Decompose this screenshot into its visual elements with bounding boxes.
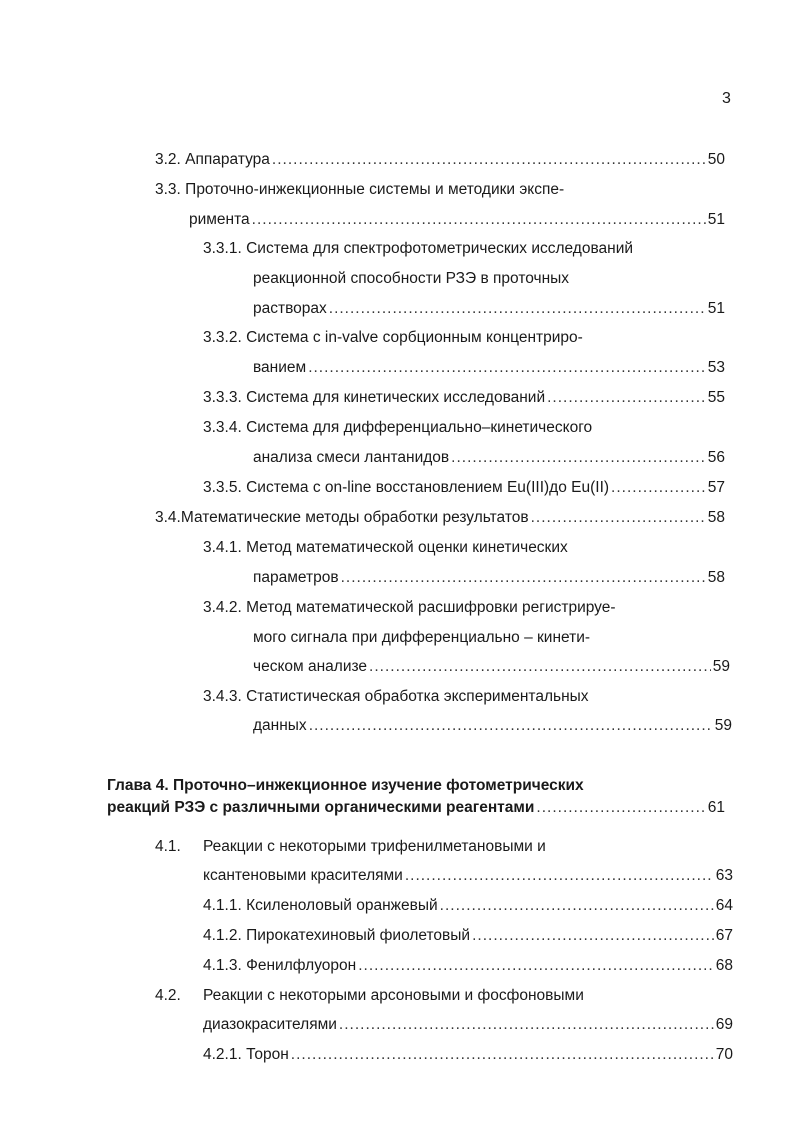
leader-dots: [440, 896, 714, 916]
leader-dots: [358, 956, 714, 976]
toc-entry-page: 67: [715, 927, 733, 944]
toc-entry-3-3-2-cont: [253, 358, 725, 378]
toc-entry-number: 4.2.1.: [203, 1046, 242, 1063]
toc-entry-title: Пирокатехиновый фиолетовый: [246, 927, 471, 944]
toc-entry-4-2-cont: [203, 1015, 733, 1035]
toc-entry-page: 70: [715, 1046, 733, 1063]
toc-entry-3-4-1-cont: [253, 568, 725, 588]
toc-entry-number: 4.1.1.: [203, 897, 242, 914]
toc-entry-number: 3.3.2.: [203, 329, 242, 346]
toc-entry-page: 51: [707, 211, 725, 228]
toc-entry-page: 59: [712, 658, 730, 675]
leader-dots: [369, 657, 711, 677]
toc-entry-4-2-1: [203, 1045, 733, 1065]
toc-entry-title: Статистическая обработка экспериментальных: [246, 688, 589, 705]
toc-entry-number: 3.3.1.: [203, 240, 242, 257]
toc-entry-page: 61: [707, 799, 725, 816]
toc-entry-3-4-2-cont2: [253, 657, 730, 677]
toc-entry-title: Система для кинетических исследований: [246, 389, 546, 406]
toc-entry-title: Математические методы обработки результатов: [180, 509, 529, 526]
toc-entry-4-2: [155, 986, 584, 1006]
toc-entry-title-continued: параметров: [253, 569, 339, 586]
leader-dots: [329, 299, 706, 319]
toc-entry-3-3-cont: [189, 210, 725, 230]
toc-entry-title-continued: реакционной способности РЗЭ в проточных: [253, 270, 570, 287]
toc-entry-3-4-2: [203, 598, 616, 618]
leader-dots: [405, 866, 714, 886]
toc-entry-title: Система с in-valve сорбционным концентриро-: [246, 329, 583, 346]
toc-entry-4-1-3: [203, 956, 733, 976]
chapter-title: Глава 4. Проточно–инжекционное изучение фотометрических: [107, 777, 584, 794]
toc-entry-3-3: [155, 180, 564, 200]
toc-entry-3-3-1: [203, 239, 633, 259]
toc-entry-page: 56: [707, 449, 725, 466]
toc-entry-title: Реакции с некоторыми трифенилметановыми и: [203, 838, 546, 855]
toc-entry-3-3-1-cont: [253, 269, 569, 289]
toc-entry-title: Ксиленоловый оранжевый: [246, 897, 438, 914]
toc-entry-number: 3.3.5.: [203, 479, 242, 496]
toc-entry-3-3-2: [203, 328, 583, 348]
leader-dots: [291, 1045, 714, 1065]
toc-entry-page: 53: [707, 359, 725, 376]
toc-entry-page: 58: [707, 569, 725, 586]
toc-entry-number: 4.1.2.: [203, 927, 242, 944]
leader-dots: [252, 210, 706, 230]
toc-entry-number: 3.3.: [155, 181, 181, 198]
toc-entry-page: 59: [714, 717, 732, 734]
toc-entry-page: 58: [707, 509, 725, 526]
page-number: 3: [722, 90, 731, 107]
toc-entry-number: 3.2.: [155, 151, 181, 168]
toc-entry-page: 64: [715, 897, 733, 914]
toc-entry-page: 50: [707, 151, 725, 168]
leader-dots: [451, 448, 706, 468]
toc-entry-number: 4.1.3.: [203, 957, 242, 974]
toc-entry-3-4-2-cont: [253, 628, 590, 648]
toc-entry-4-1-1: [203, 896, 733, 916]
toc-entry-title-continued: мого сигнала при дифференциально – кинети-: [253, 629, 591, 646]
chapter-4-heading-cont: [107, 798, 725, 818]
leader-dots: [536, 798, 705, 818]
toc-entry-number: 3.4.: [155, 509, 181, 526]
toc-entry-3-3-1-cont2: [253, 299, 725, 319]
toc-entry-number: 3.4.2.: [203, 599, 242, 616]
toc-entry-3-4-3: [203, 687, 589, 707]
toc-entry-4-1-cont: [203, 866, 733, 886]
toc-entry-number: 3.4.3.: [203, 688, 242, 705]
toc-entry-number: 3.3.3.: [203, 389, 242, 406]
toc-entry-title: Фенилфлуорон: [246, 957, 357, 974]
toc-entry-title-continued: ванием: [253, 359, 307, 376]
toc-entry-page: 57: [707, 479, 725, 496]
chapter-4-heading: [107, 776, 584, 796]
toc-entry-title-continued: диазокрасителями: [203, 1016, 337, 1033]
chapter-title-continued: реакций РЗЭ с различными органическими реагентами: [107, 799, 535, 816]
toc-entry-title: Торон: [246, 1046, 289, 1063]
toc-entry-title-continued: римента: [189, 211, 250, 228]
leader-dots: [547, 388, 706, 408]
toc-entry-number: 4.2.: [155, 987, 181, 1004]
toc-entry-title-continued: данных: [253, 717, 307, 734]
toc-entry-page: 55: [707, 389, 725, 406]
toc-entry-3-3-4-cont: [253, 448, 725, 468]
toc-entry-page: 68: [715, 957, 733, 974]
leader-dots: [309, 716, 713, 736]
toc-entry-title: Проточно-инжекционные системы и методики экспе-: [185, 181, 565, 198]
leader-dots: [472, 926, 714, 946]
toc-entry-title-continued: анализа смеси лантанидов: [253, 449, 450, 466]
toc-entry-title: Система для спектрофотометрических исследований: [246, 240, 634, 257]
leader-dots: [611, 478, 706, 498]
toc-entry-title: Метод математической оценки кинетических: [246, 539, 568, 556]
toc-entry-3-3-4: [203, 418, 592, 438]
toc-entry-title: Система для дифференциально–кинетического: [246, 419, 593, 436]
toc-entry-number: 4.1.: [155, 838, 181, 855]
toc-entry-3-2: [155, 150, 725, 170]
toc-entry-title: Система с on-line восстановлением Eu(III)до Eu(II): [246, 479, 610, 496]
toc-entry-3-4-1: [203, 538, 568, 558]
toc-entry-page: 69: [715, 1016, 733, 1033]
toc-entry-3-3-5: [203, 478, 725, 498]
toc-entry-number: 3.4.1.: [203, 539, 242, 556]
toc-entry-page: 51: [707, 300, 725, 317]
toc-entry-4-1: [155, 837, 546, 857]
toc-entry-title-continued: ческом анализе: [253, 658, 368, 675]
toc-entry-page: 63: [715, 867, 733, 884]
leader-dots: [341, 568, 706, 588]
toc-entry-title: Метод математической расшифровки регистрируе-: [246, 599, 616, 616]
toc-entry-3-4-3-cont: [253, 716, 732, 736]
leader-dots: [339, 1015, 714, 1035]
toc-entry-title-continued: растворах: [253, 300, 327, 317]
toc-entry-3-4: [155, 508, 725, 528]
leader-dots: [308, 358, 706, 378]
toc-entry-title: Аппаратура: [185, 151, 270, 168]
leader-dots: [531, 508, 706, 528]
toc-entry-4-1-2: [203, 926, 733, 946]
toc-entry-number: 3.3.4.: [203, 419, 242, 436]
toc-entry-title-continued: ксантеновыми красителями: [203, 867, 403, 884]
leader-dots: [272, 150, 706, 170]
toc-entry-3-3-3: [203, 388, 725, 408]
toc-entry-title: Реакции с некоторыми арсоновыми и фосфоновыми: [203, 987, 584, 1004]
